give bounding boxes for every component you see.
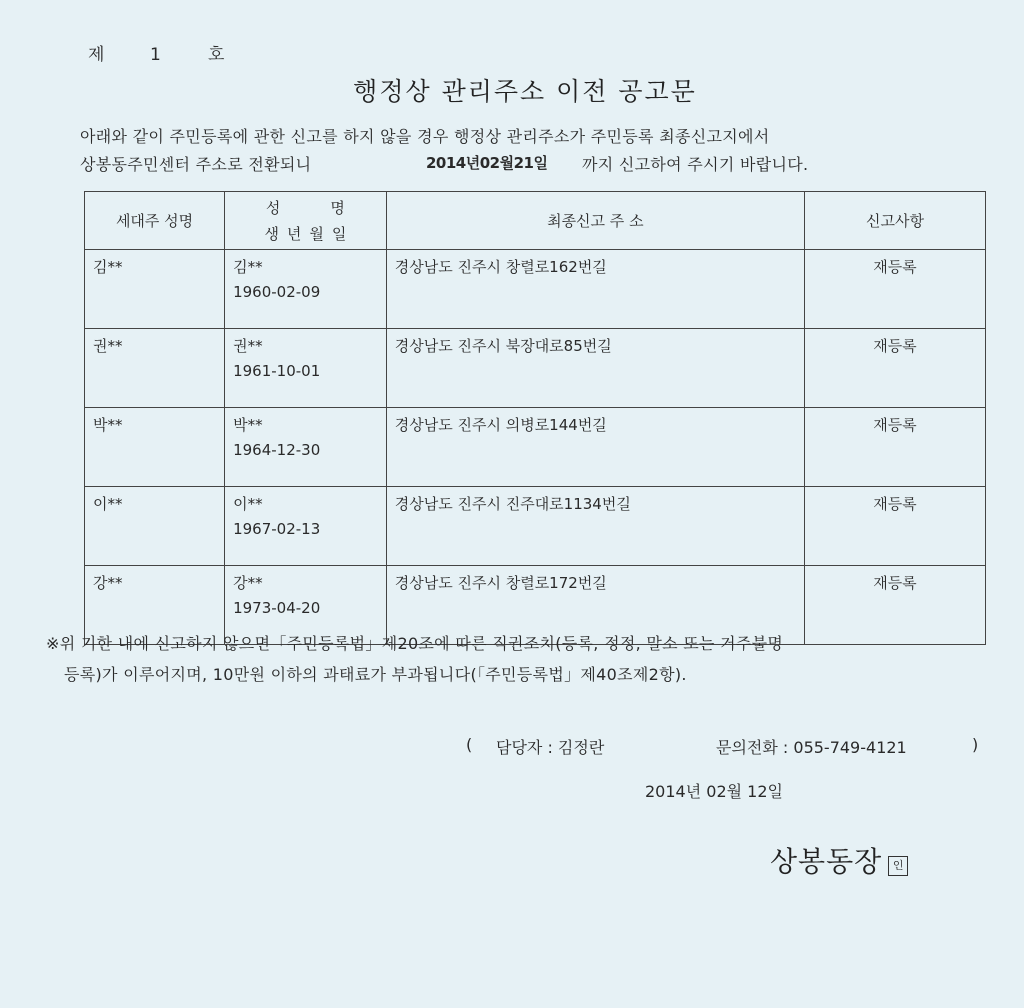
intro-line-1: 아래와 같이 주민등록에 관한 신고를 하지 않을 경우 행정상 관리주소가 주민등록 최종신고지에서	[80, 127, 770, 146]
intro-line-2-end: 까지 신고하여 주시기 바랍니다.	[582, 155, 809, 174]
header-head-name: 세대주 성명	[85, 192, 225, 250]
signature	[770, 840, 908, 880]
row-name: 강**	[233, 574, 263, 592]
row-status: 재등록	[804, 250, 985, 329]
document-number	[88, 40, 224, 65]
header-name-dob	[225, 192, 395, 250]
row-status: 재등록	[804, 487, 985, 566]
issue-date: 2014년 02월 12일	[645, 782, 783, 801]
notice-line-1: ※위 기한 내에 신고하지 않으면「주민등록법」제20조에 따른 직권조치(등록, 정정, 말소 또는 거주불명	[46, 634, 784, 653]
seal-stamp: 인	[888, 856, 908, 876]
row-name-cell	[225, 408, 387, 487]
deadline-date: 2014년02월21일	[426, 154, 548, 172]
header-address: 최종신고 주 소	[386, 192, 804, 250]
notice-line-2: 등록)가 이루어지며, 10만원 이하의 과태료가 부과됩니다(「주민등록법」제40조제2항).	[64, 665, 687, 684]
row-dob: 1973-04-20	[233, 599, 321, 617]
row-name: 김**	[233, 258, 263, 276]
row-address: 경상남도 진주시 창렬로172번길	[386, 566, 804, 645]
table-row	[85, 487, 986, 566]
table-row	[85, 329, 986, 408]
row-dob: 1964-12-30	[233, 441, 321, 459]
row-status: 재등록	[804, 408, 985, 487]
contact-open-paren: (	[466, 735, 473, 754]
row-head-name: 강**	[85, 566, 225, 645]
doc-number-prefix: 제	[88, 45, 105, 65]
table-row	[85, 250, 986, 329]
row-dob: 1967-02-13	[233, 520, 321, 538]
row-name-cell	[225, 487, 387, 566]
row-status: 재등록	[804, 329, 985, 408]
notice-table	[84, 191, 986, 645]
row-head-name: 권**	[85, 329, 225, 408]
contact-person: 담당자 : 김정란	[496, 738, 605, 757]
row-address: 경상남도 진주시 북장대로85번길	[386, 329, 804, 408]
doc-number-value: 1	[150, 45, 161, 65]
header-dob: 생년월일	[264, 224, 355, 243]
row-address: 경상남도 진주시 의병로144번길	[386, 408, 804, 487]
row-dob: 1960-02-09	[233, 283, 321, 301]
row-status: 재등록	[804, 566, 985, 645]
row-head-name: 김**	[85, 250, 225, 329]
contact-close-paren: )	[972, 735, 979, 754]
row-dob: 1961-10-01	[233, 362, 321, 380]
table-row	[85, 408, 986, 487]
header-report: 신고사항	[804, 192, 985, 250]
row-name-cell	[225, 329, 387, 408]
doc-number-suffix: 호	[208, 45, 225, 65]
header-name: 성명	[265, 198, 395, 217]
row-address: 경상남도 진주시 창렬로162번길	[386, 250, 804, 329]
row-address: 경상남도 진주시 진주대로1134번길	[386, 487, 804, 566]
row-name: 권**	[233, 337, 263, 355]
row-head-name: 이**	[85, 487, 225, 566]
row-head-name: 박**	[85, 408, 225, 487]
table-header-row	[85, 192, 986, 250]
contact-phone: 문의전화 : 055-749-4121	[716, 738, 907, 757]
signature-name: 상봉동장	[770, 845, 883, 878]
row-name: 박**	[233, 416, 263, 434]
intro-line-2-text: 상봉동주민센터 주소로 전환되니	[80, 155, 312, 174]
row-name-cell	[225, 250, 387, 329]
row-name: 이**	[233, 495, 263, 513]
page-title: 행정상 관리주소 이전 공고문	[353, 77, 697, 106]
